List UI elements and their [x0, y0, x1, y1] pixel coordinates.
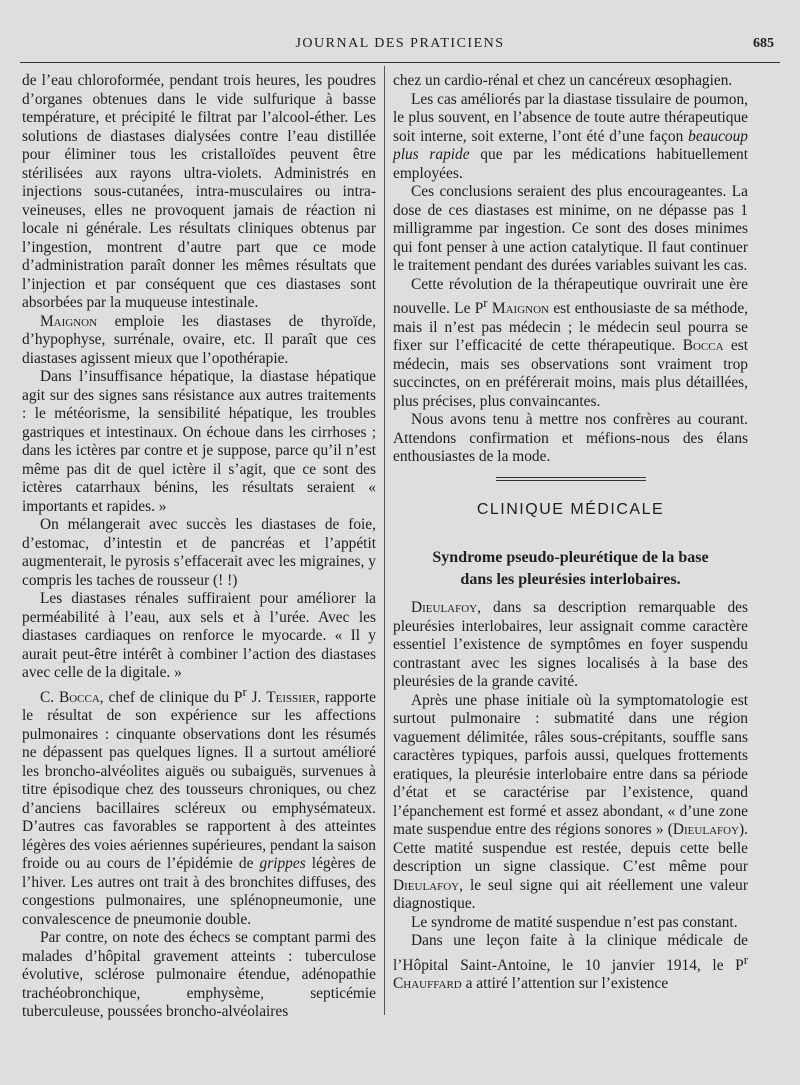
column-rule [384, 66, 385, 1015]
paragraph: Le syndrome de matité suspendue n’est pas constant. [411, 913, 738, 931]
paragraph: Après une phase initiale où la symptomatologie est surtout pulmonaire : submatité dans une région vaguement délimitée, râles sous-crépitants, souffle sans caractères typiques, parfois aussi, quelques frottements eratiques, la pleurésie interlobaire entre dans sa période d’état et se caractérise par l’existence, quand l’épanchement est formé et assez abondant, « d’une zone mate suspendue entre des régions sonores » (Dieulafoy). Cette matité suspendue est restée, depuis cette belle description un signe classique. C’est même pour Dieulafoy, le seul signe qui ait réellement une valeur diagnostique. [393, 691, 748, 913]
paragraph: Nous avons tenu à mettre nos confrères au courant. Attendons confirmation et méfions-nous des élans enthousiastes de la mode. [393, 411, 748, 466]
running-header [20, 36, 780, 56]
paragraph: Cette révolution de la thérapeutique ouvrirait une ère nouvelle. Le $P^r$ Maignon est enthousiaste de sa méthode, mais il n’est pas médecin ; le médecin seul pourra se fixer sur l’efficacité de cette thérapeutique. Bocca est médecin, mais ses observations sont vraiment trop succinctes, on en préférerait moins, mais plus détaillées, plus précises, plus convaincantes. [393, 275, 748, 410]
author-name: Bocca [682, 337, 724, 355]
author-name: Chauffard [393, 975, 462, 993]
author-name: Maignon [40, 312, 98, 330]
paragraph: Les cas améliorés par la diastase tissulaire de poumon, le plus souvent, en l’absence de toute autre thérapeutique soit interne, soit externe, l’ont été d’une façon beaucoup plus rapide que par les médications habituellement employées. [393, 90, 748, 182]
paragraph: Maignon emploie les diastases de thyroïde, d’hypophyse, surrénale, ovaire, etc. Il paraît que ces diastases agissent mieux que l’opothérapie. [22, 312, 376, 367]
paragraph: C. Bocca, chef de clinique du $P^r$ J. Teissier, rapporte le résultat de son expérience sur les affections pulmonaires : cinquante observations dont les résumés ne dépassent pas quelques lignes. Il a surtout amélioré les broncho-alvéolites aiguës ou subaiguës, survenues à titre épisodique chez des tousseurs chroniques, ou chez d’anciens bacillaires scléreux ou emphysémateux. D’autres cas favorables se rapportent à des atteintes légères des voies aériennes supérieures, pendant la saison froide ou au cours de l’épidémie de grippes légères de l’hiver. Les autres ont trait à des bronchites diffuses, des congestions pulmonaires, une splénopneumonie, une convalescence de pneumonie double. [22, 684, 376, 928]
paragraph: Dieulafoy, dans sa description remarquable des pleurésies interlobaires, leur assignait comme caractère essentiel l’existence de symptômes en foyer suspendu contrastant avec les signes localisés à la base des pleurésies de la grande cavité. [393, 599, 748, 691]
right-column [393, 72, 748, 994]
page-number: 685 [753, 36, 774, 51]
author-name: Dieulafoy [393, 876, 460, 894]
paragraph: Dans une leçon faite à la clinique médicale de l’Hôpital Saint-Antoine, le 10 janvier 1914, le $P^r$ Chauffard a attiré l’attention sur l’existence [393, 932, 748, 993]
section-divider [496, 477, 646, 481]
paragraph: On mélangerait avec succès les diastases de foie, d’estomac, d’intestin et de pancréas et l’appétit augmenterait, le pyrosis s’effacerait avec les migraines, y compris les taches de rousseur (! !) [22, 516, 376, 589]
section-title: CLINIQUE MÉDICALE [476, 500, 665, 518]
article-title: Syndrome pseudo-pleurétique de la base dans les pleurésies interlobaires. [432, 549, 709, 589]
header-rule [20, 62, 780, 63]
paragraph: Dans l’insuffisance hépatique, la diastase hépatique agit sur des signes sans résistance aux autres traitements : le météorisme, la sensibilité hépatique, les troubles gastriques et intestinaux. On échoue dans les cirrhoses ; dans les ictères par contre et je suppose, parce qu’il n’est même pas dit de quel ictère il s’agit, que ce sont des ictères catarrhaux bénins, les résultats seraient « importants et rapides. » [22, 368, 376, 515]
author-name: Dieulafoy [672, 821, 740, 839]
paragraph: Par contre, on note des échecs se comptant parmi des malades d’hôpital gravement atteints : tuberculose évolutive, sclérose pulmonaire étendue, adénopathie trachéobronchique, emphysème, septicémie tuberculeuse, poussées broncho-alvéolaires [22, 929, 376, 1021]
author-name: Teissier [266, 688, 317, 706]
author-name: Maignon [487, 300, 549, 318]
author-name: Dieulafoy [411, 599, 478, 617]
left-column [22, 72, 376, 1022]
author-name: Bocca [58, 688, 100, 706]
paragraph: chez un cardio-rénal et chez un cancéreux œsophagien. [393, 72, 733, 89]
paragraph: Les diastases rénales suffiraient pour améliorer la perméabilité à l’eau, aux sels et à l’urée. Avec les diastases cardiaques on renforce le myocarde. « Il y aurait peut-être intérêt à combiner l’action des diastases avec celle de la digitale. » [22, 590, 376, 681]
journal-title: JOURNAL DES PRATICIENS [295, 36, 505, 51]
paragraph: Ces conclusions seraient des plus encourageantes. La dose de ces diastases est minime, on ne dépasse pas 1 milligramme par ingestion. Ce sont des doses minimes qui font penser à une action catalytique. Il faut continuer le traitement pendant des durées variables suivant les cas. [393, 183, 748, 274]
paragraph: de l’eau chloroformée, pendant trois heures, les poudres d’organes obtenues dans le vide sulfurique à basse température, et précipité le filtrat par l’alcool-éther. Les solutions de diastases dialysées contre l’eau distillée pour éliminer tous les cristalloïdes peuvent être stérilisées aux rayons ultra-violets. Administrés en injections sous-cutanées, intra-musculaires ou intra-veineuses, elles ne provoquent jamais de réaction ni locale ni générale. Les résultats cliniques obtenus par l’ingestion, montrent d’autre part que ce mode d’administration paraît donner les mêmes résultats que l’injection et par conséquent que ces diastases sont absorbées par la muqueuse intestinale. [22, 72, 376, 311]
